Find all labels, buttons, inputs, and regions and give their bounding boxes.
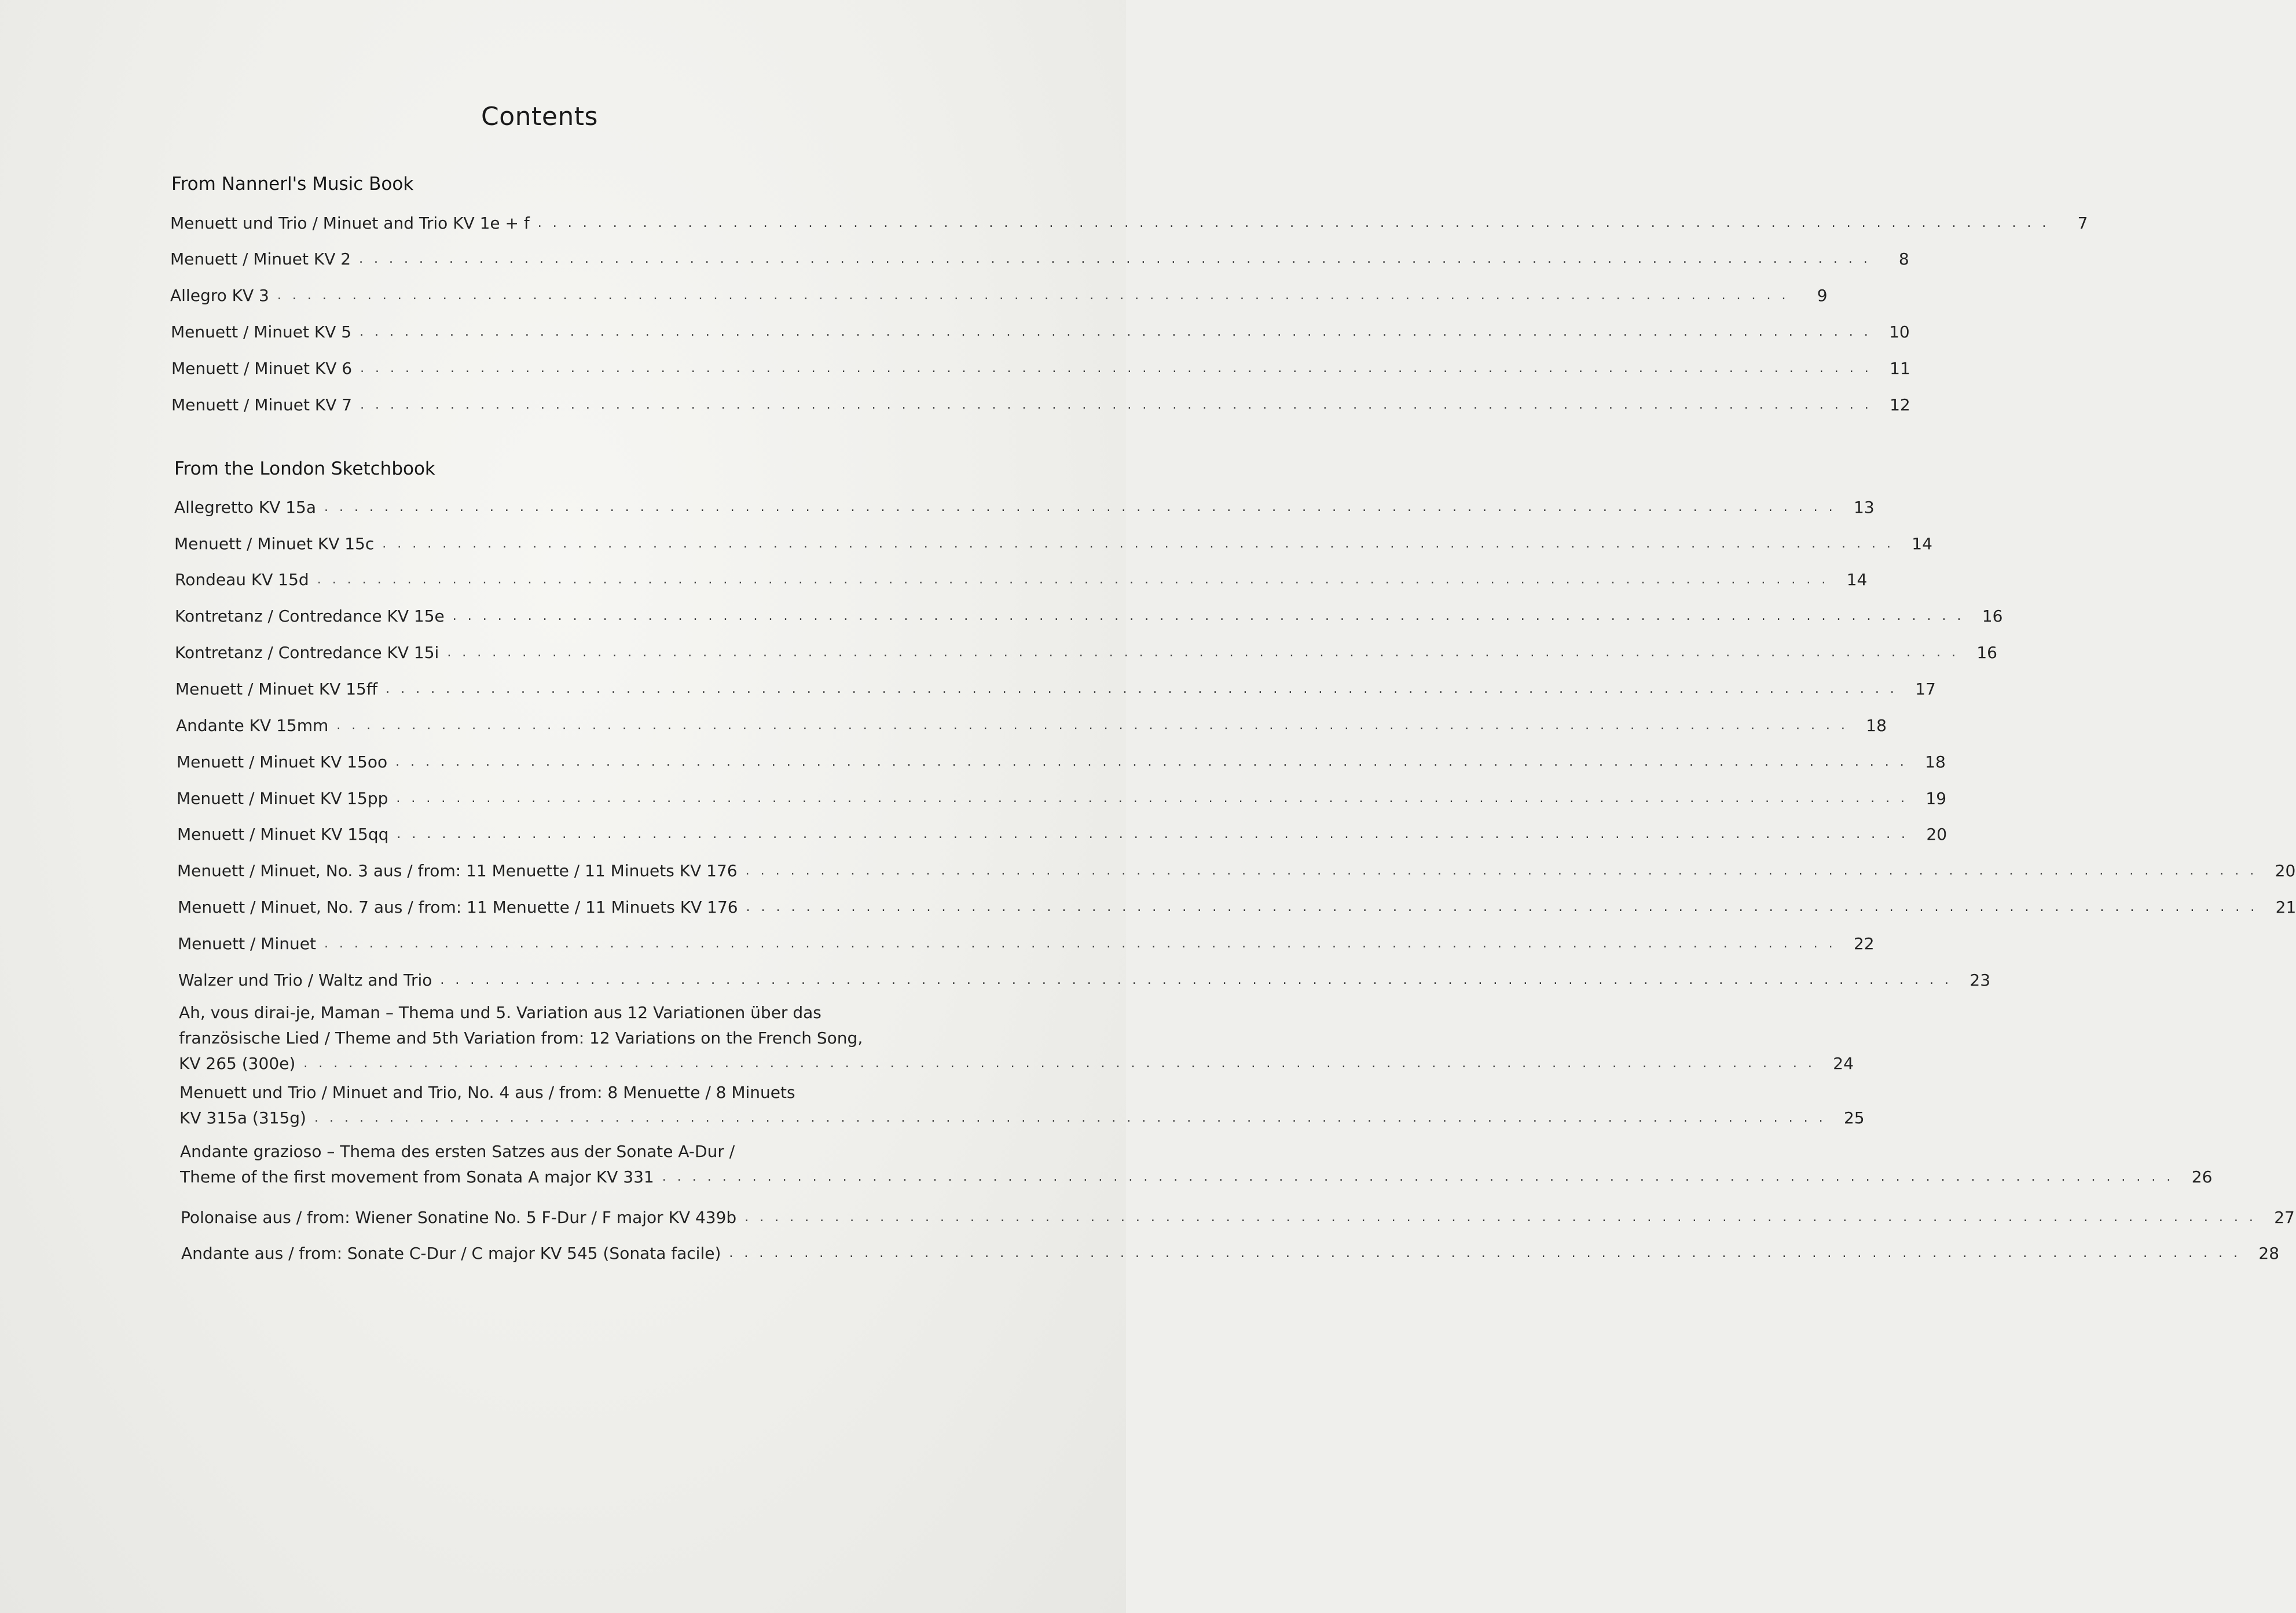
dot-leader: . . . . . . . . . . . . . . . . . . . . . . . . . . . . . . . . . . . . . . . . . . . . . . . . . . . . . . . . . . . . . . . . . . . . . . . . . . . . . . . . . . . . . . . . . . . . . . . . . . . . . bbox=[303, 1056, 1815, 1071]
entry-title: Menuett / Minuet KV 15pp bbox=[177, 789, 388, 808]
toc-entry[interactable] bbox=[177, 823, 1947, 846]
toc-entry[interactable] bbox=[177, 859, 2296, 883]
toc-entry[interactable] bbox=[171, 321, 1910, 344]
entry-title: Menuett / Minuet KV 7 bbox=[171, 395, 353, 414]
toc-entry[interactable] bbox=[178, 969, 1991, 992]
dot-leader: . . . . . . . . . . . . . . . . . . . . . . . . . . . . . . . . . . . . . . . . . . . . . . . . . . . . . . . . . . . . . . . . . . . . . . . . . . . . . . . . . . . . . . . . . . . . . . . . . . . . . bbox=[386, 682, 1898, 696]
toc-entry[interactable] bbox=[170, 212, 2088, 235]
toc-entry[interactable] bbox=[175, 568, 1868, 591]
entry-page-number: 14 bbox=[1846, 570, 1868, 589]
page-title: Contents bbox=[481, 102, 598, 131]
dot-leader: . . . . . . . . . . . . . . . . . . . . . . . . . . . . . . . . . . . . . . . . . . . . . . . . . . . . . . . . . . . . . . . . . . . . . . . . . . . . . . . . . . . . . . . . . . . . . . . . . . . . . bbox=[746, 900, 2258, 914]
entry-page-number: 14 bbox=[1912, 534, 1932, 553]
entry-title: Walzer und Trio / Waltz and Trio bbox=[178, 971, 432, 990]
entry-title-line: Ah, vous dirai-je, Maman – Thema und 5. Variation aus 12 Variationen über das bbox=[179, 1003, 821, 1022]
entry-title: Polonaise aus / from: Wiener Sonatine No. 5 F-Dur / F major KV 439b bbox=[181, 1208, 737, 1227]
toc-entry[interactable] bbox=[175, 605, 2003, 628]
entry-title: Menuett / Minuet KV 2 bbox=[170, 249, 351, 269]
dot-leader: . . . . . . . . . . . . . . . . . . . . . . . . . . . . . . . . . . . . . . . . . . . . . . . . . . . . . . . . . . . . . . . . . . . . . . . . . . . . . . . . . . . . . . . . . . . . . . . . . . . . . bbox=[359, 252, 1871, 266]
dot-leader: . . . . . . . . . . . . . . . . . . . . . . . . . . . . . . . . . . . . . . . . . . . . . . . . . . . . . . . . . . . . . . . . . . . . . . . . . . . . . . . . . . . . . . . . . . . . . . . . . . . . . bbox=[729, 1246, 2242, 1261]
entry-title: Menuett / Minuet KV 15qq bbox=[177, 825, 389, 844]
entry-title: Andante KV 15mm bbox=[176, 716, 329, 735]
entry-title: Menuett / Minuet KV 5 bbox=[171, 322, 352, 341]
section-heading-london: From the London Sketchbook bbox=[174, 458, 435, 479]
dot-leader: . . . . . . . . . . . . . . . . . . . . . . . . . . . . . . . . . . . . . . . . . . . . . . . . . . . . . . . . . . . . . . . . . . . . . . . . . . . . . . . . . . . . . . . . . . . . . . . . . . . . . bbox=[360, 361, 1872, 376]
dot-leader: . . . . . . . . . . . . . . . . . . . . . . . . . . . . . . . . . . . . . . . . . . . . . . . . . . . . . . . . . . . . . . . . . . . . . . . . . . . . . . . . . . . . . . . . . . . . . . . . . . . . . bbox=[336, 718, 1848, 733]
entry-page-number: 23 bbox=[1969, 971, 1991, 990]
entry-title-line: Menuett und Trio / Minuet and Trio, No. 4 aus / from: 8 Menuette / 8 Minuets bbox=[179, 1083, 795, 1102]
section-heading-nannerl: From Nannerl's Music Book bbox=[171, 174, 414, 194]
dot-leader: . . . . . . . . . . . . . . . . . . . . . . . . . . . . . . . . . . . . . . . . . . . . . . . . . . . . . . . . . . . . . . . . . . . . . . . . . . . . . . . . . . . . . . . . . . . . . . . . . . . . . bbox=[396, 791, 1909, 806]
toc-entry[interactable] bbox=[170, 248, 1909, 271]
entry-title: Menuett / Minuet KV 6 bbox=[171, 359, 353, 378]
entry-page-number: 20 bbox=[2275, 861, 2296, 880]
entry-page-number: 28 bbox=[2258, 1244, 2280, 1263]
entry-title: Andante aus / from: Sonate C-Dur / C major KV 545 (Sonata facile) bbox=[181, 1244, 721, 1263]
entry-title: Allegro KV 3 bbox=[170, 286, 269, 305]
dot-leader: . . . . . . . . . . . . . . . . . . . . . . . . . . . . . . . . . . . . . . . . . . . . . . . . . . . . . . . . . . . . . . . . . . . . . . . . . . . . . . . . . . . . . . . . . . . . . . . . . . . . . bbox=[277, 288, 1789, 303]
entry-page-number: 11 bbox=[1890, 359, 1910, 378]
dot-leader: . . . . . . . . . . . . . . . . . . . . . . . . . . . . . . . . . . . . . . . . . . . . . . . . . . . . . . . . . . . . . . . . . . . . . . . . . . . . . . . . . . . . . . . . . . . . . . . . . . . . . bbox=[382, 537, 1894, 551]
entry-title: Menuett / Minuet KV 15oo bbox=[177, 752, 388, 771]
dot-leader: . . . . . . . . . . . . . . . . . . . . . . . . . . . . . . . . . . . . . . . . . . . . . . . . . . . . . . . . . . . . . . . . . . . . . . . . . . . . . . . . . . . . . . . . . . . . . . . . . . . . . bbox=[537, 216, 2050, 230]
entry-title: Menuett / Minuet, No. 7 aus / from: 11 Menuette / 11 Minuets KV 176 bbox=[178, 898, 738, 917]
dot-leader: . . . . . . . . . . . . . . . . . . . . . . . . . . . . . . . . . . . . . . . . . . . . . . . . . . . . . . . . . . . . . . . . . . . . . . . . . . . . . . . . . . . . . . . . . . . . . . . . . . . . . bbox=[452, 609, 1965, 623]
toc-entry[interactable] bbox=[181, 1242, 2280, 1265]
toc-entry[interactable] bbox=[174, 496, 1875, 519]
dot-leader: . . . . . . . . . . . . . . . . . . . . . . . . . . . . . . . . . . . . . . . . . . . . . . . . . . . . . . . . . . . . . . . . . . . . . . . . . . . . . . . . . . . . . . . . . . . . . . . . . . . . . bbox=[744, 1210, 2257, 1225]
dot-leader: . . . . . . . . . . . . . . . . . . . . . . . . . . . . . . . . . . . . . . . . . . . . . . . . . . . . . . . . . . . . . . . . . . . . . . . . . . . . . . . . . . . . . . . . . . . . . . . . . . . . . bbox=[395, 755, 1908, 769]
toc-entry-multiline[interactable] bbox=[179, 1080, 1865, 1131]
entry-title: Menuett und Trio / Minuet and Trio KV 1e + f bbox=[170, 214, 530, 233]
entry-page-number: 18 bbox=[1866, 716, 1887, 735]
entry-title: Kontretanz / Contredance KV 15e bbox=[175, 607, 445, 626]
entry-title-line: KV 265 (300e) bbox=[179, 1054, 296, 1073]
dot-leader: . . . . . . . . . . . . . . . . . . . . . . . . . . . . . . . . . . . . . . . . . . . . . . . . . . . . . . . . . . . . . . . . . . . . . . . . . . . . . . . . . . . . . . . . . . . . . . . . . . . . . bbox=[324, 936, 1836, 951]
dot-leader: . . . . . . . . . . . . . . . . . . . . . . . . . . . . . . . . . . . . . . . . . . . . . . . . . . . . . . . . . . . . . . . . . . . . . . . . . . . . . . . . . . . . . . . . . . . . . . . . . . . . . bbox=[360, 398, 1872, 412]
entry-page-number: 12 bbox=[1890, 395, 1910, 414]
entry-title-line: Theme of the first movement from Sonata A major KV 331 bbox=[180, 1167, 654, 1186]
entry-title: Allegretto KV 15a bbox=[174, 498, 317, 517]
entry-title: Menuett / Minuet KV 15c bbox=[174, 534, 375, 553]
dot-leader: . . . . . . . . . . . . . . . . . . . . . . . . . . . . . . . . . . . . . . . . . . . . . . . . . . . . . . . . . . . . . . . . . . . . . . . . . . . . . . . . . . . . . . . . . . . . . . . . . . . . . bbox=[324, 500, 1836, 515]
dot-leader: . . . . . . . . . . . . . . . . . . . . . . . . . . . . . . . . . . . . . . . . . . . . . . . . . . . . . . . . . . . . . . . . . . . . . . . . . . . . . . . . . . . . . . . . . . . . . . . . . . . . . bbox=[360, 325, 1872, 339]
dot-leader: . . . . . . . . . . . . . . . . . . . . . . . . . . . . . . . . . . . . . . . . . . . . . . . . . . . . . . . . . . . . . . . . . . . . . . . . . . . . . . . . . . . . . . . . . . . . . . . . . . . . . bbox=[397, 827, 1909, 842]
toc-entry-multiline[interactable] bbox=[179, 1000, 1854, 1076]
entry-page-number: 18 bbox=[1925, 752, 1946, 771]
entry-page-number: 26 bbox=[2191, 1167, 2213, 1186]
dot-leader: . . . . . . . . . . . . . . . . . . . . . . . . . . . . . . . . . . . . . . . . . . . . . . . . . . . . . . . . . . . . . . . . . . . . . . . . . . . . . . . . . . . . . . . . . . . . . . . . . . . . . bbox=[745, 864, 2258, 878]
toc-entry[interactable] bbox=[171, 394, 1910, 417]
toc-entry[interactable] bbox=[175, 678, 1936, 701]
entry-page-number: 7 bbox=[2077, 214, 2088, 233]
dot-leader: . . . . . . . . . . . . . . . . . . . . . . . . . . . . . . . . . . . . . . . . . . . . . . . . . . . . . . . . . . . . . . . . . . . . . . . . . . . . . . . . . . . . . . . . . . . . . . . . . . . . . bbox=[447, 645, 1959, 660]
toc-entry[interactable] bbox=[174, 532, 1932, 556]
entry-title: Rondeau KV 15d bbox=[175, 570, 309, 589]
entry-title-line: Andante grazioso – Thema des ersten Satzes aus der Sonate A-Dur / bbox=[180, 1142, 735, 1161]
entry-page-number: 13 bbox=[1854, 498, 1875, 517]
entry-page-number: 21 bbox=[2275, 898, 2296, 917]
entry-title: Menuett / Minuet bbox=[178, 934, 316, 953]
entry-page-number: 25 bbox=[1843, 1108, 1865, 1127]
dot-leader: . . . . . . . . . . . . . . . . . . . . . . . . . . . . . . . . . . . . . . . . . . . . . . . . . . . . . . . . . . . . . . . . . . . . . . . . . . . . . . . . . . . . . . . . . . . . . . . . . . . . . bbox=[440, 973, 1953, 987]
dot-leader: . . . . . . . . . . . . . . . . . . . . . . . . . . . . . . . . . . . . . . . . . . . . . . . . . . . . . . . . . . . . . . . . . . . . . . . . . . . . . . . . . . . . . . . . . . . . . . . . . . . . . bbox=[662, 1170, 2174, 1184]
toc-entry[interactable] bbox=[178, 932, 1875, 956]
entry-page-number: 24 bbox=[1833, 1054, 1854, 1073]
toc-entry[interactable] bbox=[175, 641, 1997, 664]
entry-page-number: 16 bbox=[1982, 607, 2003, 626]
entry-title-line: KV 315a (315g) bbox=[179, 1108, 306, 1127]
entry-page-number: 10 bbox=[1889, 322, 1910, 341]
entry-title: Menuett / Minuet KV 15ff bbox=[175, 679, 378, 699]
toc-entry[interactable] bbox=[177, 751, 1946, 774]
entry-page-number: 17 bbox=[1915, 679, 1936, 699]
toc-entry[interactable] bbox=[171, 357, 1910, 380]
entry-page-number: 20 bbox=[1926, 825, 1947, 844]
entry-title: Menuett / Minuet, No. 3 aus / from: 11 Menuette / 11 Minuets KV 176 bbox=[177, 861, 738, 880]
entry-page-number: 19 bbox=[1925, 789, 1947, 808]
toc-entry[interactable] bbox=[178, 896, 2296, 919]
toc-entry-multiline[interactable] bbox=[180, 1139, 2213, 1190]
entry-title: Kontretanz / Contredance KV 15i bbox=[175, 643, 439, 662]
dot-leader: . . . . . . . . . . . . . . . . . . . . . . . . . . . . . . . . . . . . . . . . . . . . . . . . . . . . . . . . . . . . . . . . . . . . . . . . . . . . . . . . . . . . . . . . . . . . . . . . . . . . . bbox=[317, 572, 1829, 587]
toc-entry[interactable] bbox=[181, 1206, 2295, 1229]
toc-entry[interactable] bbox=[170, 284, 1828, 307]
entry-page-number: 9 bbox=[1817, 286, 1828, 305]
toc-entry[interactable] bbox=[176, 714, 1887, 737]
entry-page-number: 16 bbox=[1976, 643, 1997, 662]
dot-leader: . . . . . . . . . . . . . . . . . . . . . . . . . . . . . . . . . . . . . . . . . . . . . . . . . . . . . . . . . . . . . . . . . . . . . . . . . . . . . . . . . . . . . . . . . . . . . . . . . . . . . bbox=[314, 1111, 1826, 1125]
toc-entry[interactable] bbox=[177, 787, 1947, 810]
entry-page-number: 27 bbox=[2274, 1208, 2295, 1227]
entry-page-number: 8 bbox=[1898, 249, 1909, 269]
entry-title-line: französische Lied / Theme and 5th Variation from: 12 Variations on the French Song, bbox=[179, 1028, 863, 1048]
entry-page-number: 22 bbox=[1853, 934, 1875, 953]
